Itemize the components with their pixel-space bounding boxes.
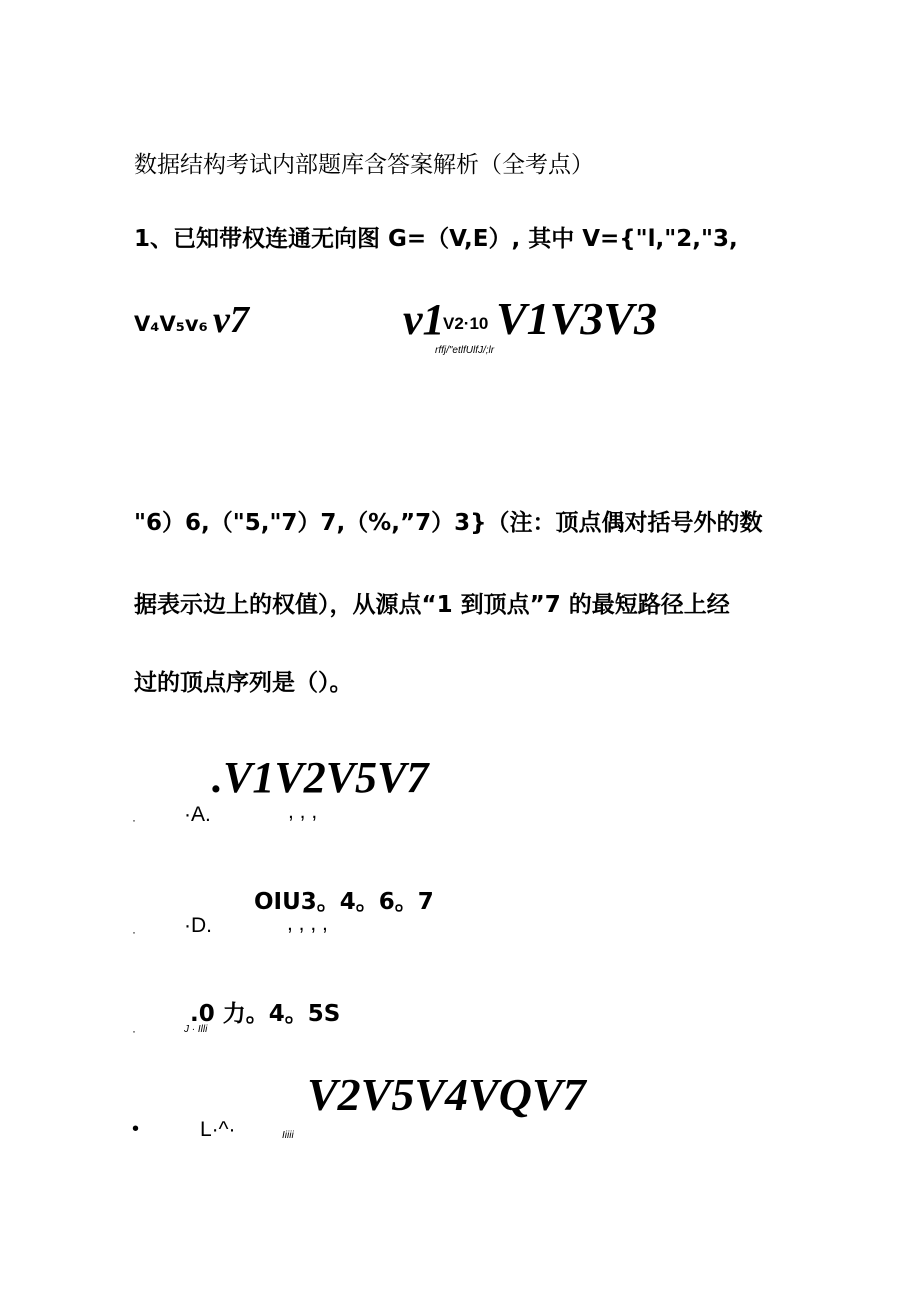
option-d-bullet: • — [132, 1118, 140, 1140]
option-b-commas: , , , , — [287, 912, 328, 935]
math-v1v3v3: V1V3V3 — [496, 293, 658, 344]
option-d-noise: Iiiii — [282, 1130, 294, 1141]
option-a-bullet: · — [132, 813, 136, 827]
option-d-formula: V2V5V4VQV7 — [307, 1069, 586, 1120]
option-d-label[interactable]: L·^· — [200, 1118, 236, 1141]
option-b-label[interactable]: ·D. — [184, 914, 212, 937]
math-v1: v1 — [403, 295, 445, 344]
option-a-commas: , , , — [288, 800, 318, 823]
question-line-1: 1、已知带权连通无向图 G=（V,E）, 其中 V={"l,"2,"3, — [134, 226, 738, 252]
document-title: 数据结构考试内部题库含答案解析（全考点） — [134, 152, 594, 178]
option-a-formula: .V1V2V5V7 — [212, 753, 429, 802]
option-a-label[interactable]: ·A. — [184, 803, 211, 826]
ocr-noise-text: rffj/"etlfUlfJ/;lr — [435, 345, 495, 356]
option-b-bullet: · — [132, 925, 136, 939]
question-line-2-left: V₄V₅v₆ — [134, 312, 208, 336]
math-v7: v7 — [213, 299, 249, 341]
option-c-bullet: · — [132, 1024, 136, 1038]
option-c-formula: .0 力。4。5S — [190, 1001, 341, 1027]
option-b-formula: OIU3。4。6。7 — [254, 889, 434, 915]
option-c-noise: J · Illi — [184, 1024, 208, 1035]
question-line-4: 据表示边上的权值），从源点“1 到顶点”7 的最短路径上经 — [134, 592, 730, 618]
math-v2-10: V2·10 — [443, 314, 489, 333]
question-line-5: 过的顶点序列是（）。 — [134, 670, 353, 696]
question-line-3: "6）6,（"5,"7）7,（%,”7）3}（注：顶点偶对括号外的数 — [134, 510, 763, 536]
